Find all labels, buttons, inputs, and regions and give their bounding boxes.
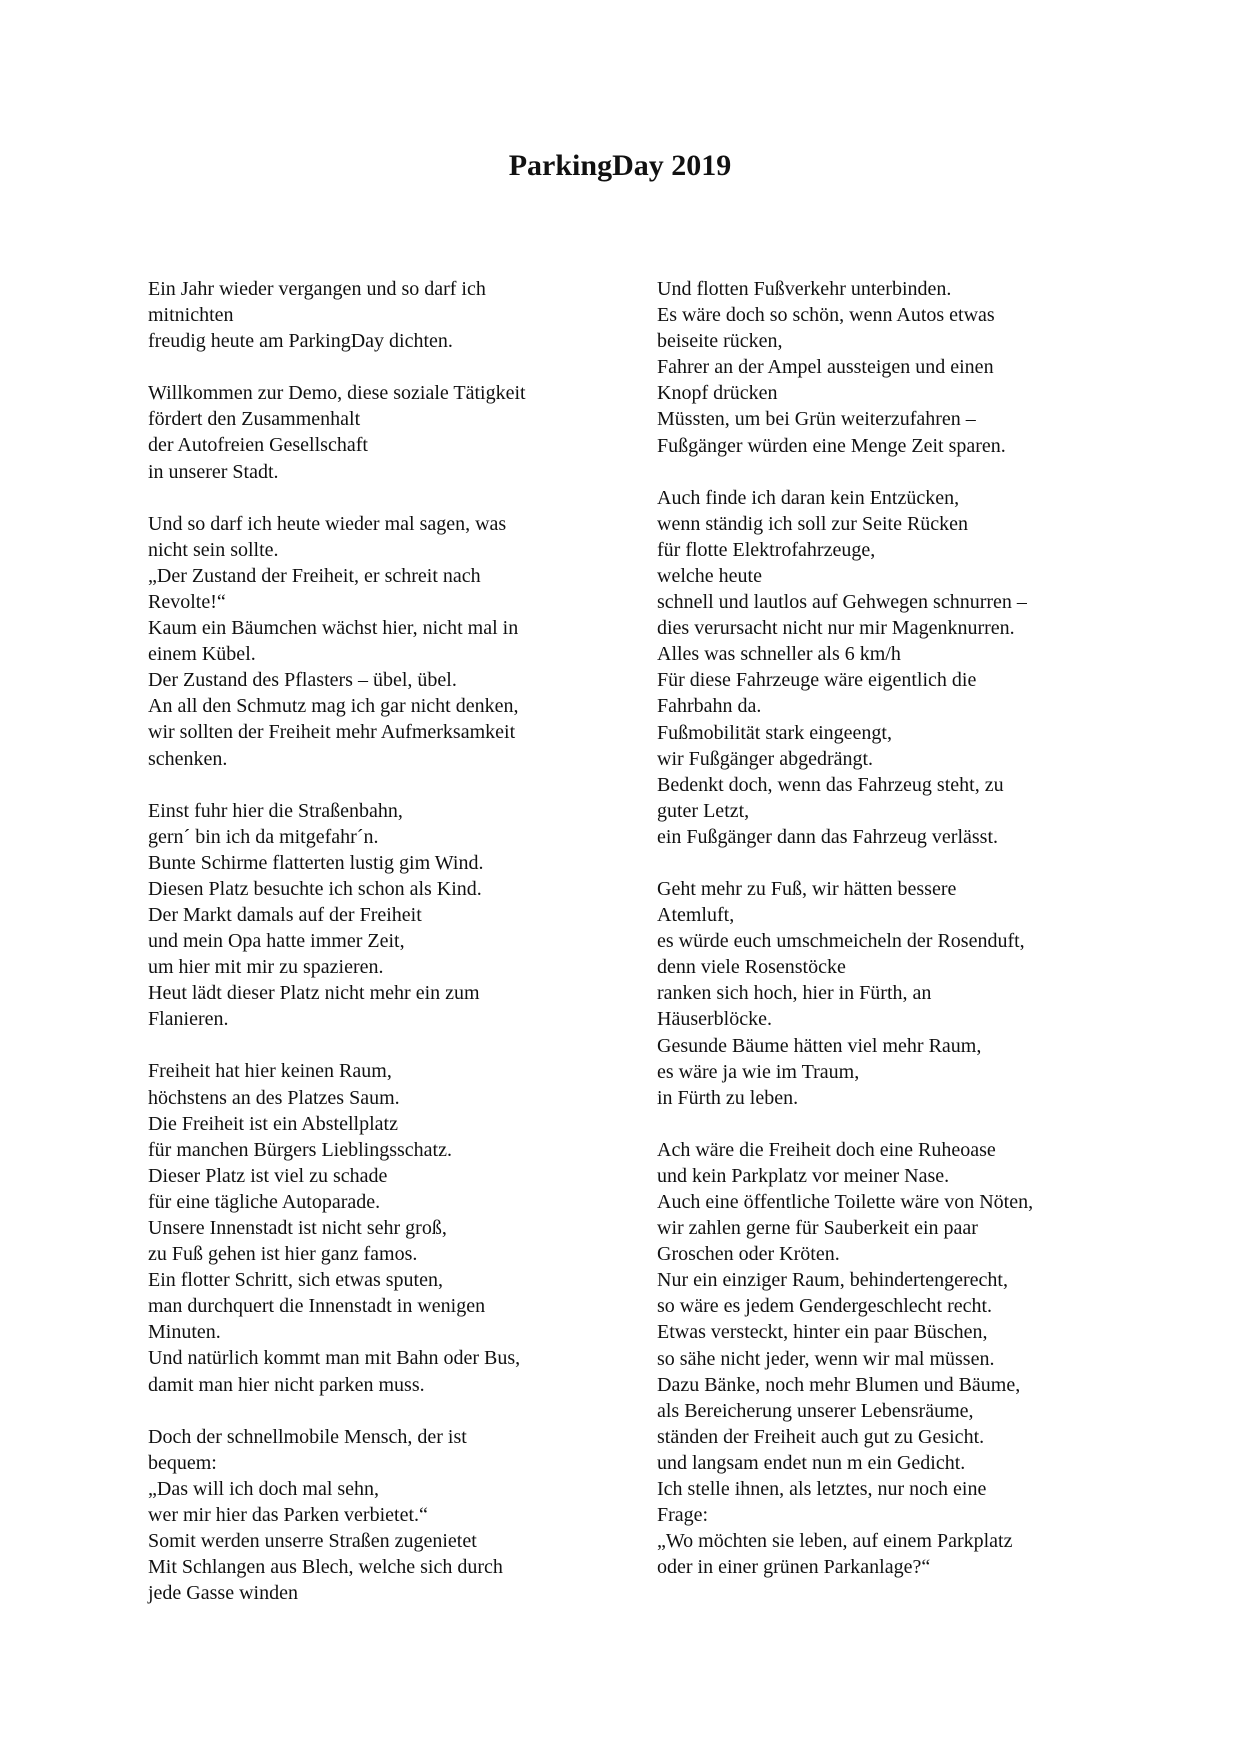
poem-line: und langsam endet nun m ein Gedicht. (657, 1451, 966, 1474)
poem-line: „Wo möchten sie leben, auf einem Parkplatz (657, 1530, 1013, 1553)
poem-line: Dazu Bänke, noch mehr Blumen und Bäume, (657, 1373, 1021, 1396)
poem-line: jede Gasse winden (148, 1582, 298, 1605)
poem-line: Bunte Schirme flatterten lustig gim Wind. (148, 851, 484, 874)
stanza (657, 876, 1117, 1111)
stanza (657, 485, 1117, 850)
poem-line: wir sollten der Freiheit mehr Aufmerksamkeit (148, 721, 516, 744)
poem-line: es würde euch umschmeicheln der Rosenduft, (657, 930, 1025, 953)
poem-line: für flotte Elektrofahrzeuge, (657, 538, 876, 561)
poem-line: Und so darf ich heute wieder mal sagen, was (148, 512, 507, 535)
poem-line: schnell und lautlos auf Gehwegen schnurren – (657, 591, 1027, 614)
poem-line: bequem: (148, 1451, 217, 1474)
poem-left-column (148, 276, 598, 1632)
poem-line: Geht mehr zu Fuß, wir hätten bessere (657, 877, 957, 900)
poem-line: wir zahlen gerne für Sauberkeit ein paar (657, 1217, 978, 1240)
poem-line: „Der Zustand der Freiheit, er schreit nach (148, 564, 481, 587)
poem-line: Atemluft, (657, 904, 735, 927)
poem-line: Etwas versteckt, hinter ein paar Büschen, (657, 1321, 988, 1344)
poem-line: Dieser Platz ist viel zu schade (148, 1164, 388, 1187)
poem-line: höchstens an des Platzes Saum. (148, 1086, 400, 1109)
stanza (657, 276, 1117, 459)
poem-line: damit man hier nicht parken muss. (148, 1373, 425, 1396)
poem-line: Für diese Fahrzeuge wäre eigentlich die (657, 669, 977, 692)
poem-line: für eine tägliche Autoparade. (148, 1190, 381, 1213)
poem-line: mitnichten (148, 304, 234, 327)
stanza (148, 276, 598, 354)
poem-line: Heut lädt dieser Platz nicht mehr ein zum (148, 982, 480, 1005)
poem-line: wenn ständig ich soll zur Seite Rücken (657, 512, 969, 535)
poem-line: Auch finde ich daran kein Entzücken, (657, 486, 960, 509)
poem-line: nicht sein sollte. (148, 538, 279, 561)
poem-line: Ich stelle ihnen, als letztes, nur noch eine (657, 1478, 987, 1501)
poem-line: Mit Schlangen aus Blech, welche sich durch (148, 1556, 503, 1579)
poem-line: Nur ein einziger Raum, behindertengerecht, (657, 1269, 1008, 1292)
poem-line: und kein Parkplatz vor meiner Nase. (657, 1164, 950, 1187)
poem-line: schenken. (148, 747, 228, 770)
poem-line: so sähe nicht jeder, wenn wir mal müssen. (657, 1347, 995, 1370)
poem-right-column (657, 276, 1117, 1606)
poem-line: um hier mit mir zu spazieren. (148, 956, 384, 979)
poem-line: für manchen Bürgers Lieblingsschatz. (148, 1138, 452, 1161)
poem-line: Fußgänger würden eine Menge Zeit sparen. (657, 434, 1006, 457)
poem-line: oder in einer grünen Parkanlage?“ (657, 1556, 931, 1579)
poem-line: Groschen oder Kröten. (657, 1243, 840, 1266)
poem-line: Frage: (657, 1504, 709, 1527)
poem-line: Fahrer an der Ampel aussteigen und einen (657, 356, 994, 379)
poem-line: beiseite rücken, (657, 330, 783, 353)
poem-line: An all den Schmutz mag ich gar nicht denken, (148, 695, 519, 718)
poem-line: wer mir hier das Parken verbietet.“ (148, 1503, 428, 1526)
poem-line: Kaum ein Bäumchen wächst hier, nicht mal in (148, 617, 519, 640)
poem-line: einem Kübel. (148, 643, 256, 666)
poem-line: der Autofreien Gesellschaft (148, 434, 368, 457)
poem-line: Willkommen zur Demo, diese soziale Tätigkeit (148, 382, 526, 405)
poem-line: ein Fußgänger dann das Fahrzeug verlässt. (657, 825, 999, 848)
poem-title: ParkingDay 2019 (508, 149, 732, 182)
poem-line: Auch eine öffentliche Toilette wäre von Nöten, (657, 1191, 1034, 1213)
stanza (148, 1424, 598, 1607)
poem-line: Flanieren. (148, 1008, 229, 1031)
poem-line: Häuserblöcke. (657, 1008, 772, 1031)
poem-line: ständen der Freiheit auch gut zu Gesicht. (657, 1425, 985, 1448)
poem-line: und mein Opa hatte immer Zeit, (148, 930, 405, 953)
poem-line: Ein flotter Schritt, sich etwas sputen, (148, 1269, 443, 1292)
poem-line: zu Fuß gehen ist hier ganz famos. (148, 1243, 418, 1266)
poem-line: Unsere Innenstadt ist nicht sehr groß, (148, 1217, 447, 1239)
poem-line: Fußmobilität stark eingeengt, (657, 721, 892, 744)
poem-line: guter Letzt, (657, 799, 750, 822)
poem-line: in Fürth zu leben. (657, 1086, 799, 1109)
poem-line: Alles was schneller als 6 km/h (657, 643, 901, 666)
poem-line: Und flotten Fußverkehr unterbinden. (657, 278, 952, 300)
poem-line: es wäre ja wie im Traum, (657, 1060, 860, 1083)
poem-line: gern´ bin ich da mitgefahr´n. (148, 825, 379, 848)
poem-line: Diesen Platz besuchte ich schon als Kind. (148, 877, 482, 900)
stanza (148, 380, 598, 484)
poem-line: dies verursacht nicht nur mir Magenknurren. (657, 617, 1015, 640)
poem-line: Freiheit hat hier keinen Raum, (148, 1060, 392, 1083)
poem-line: Doch der schnellmobile Mensch, der ist (148, 1425, 467, 1448)
poem-line: als Bereicherung unserer Lebensräume, (657, 1399, 974, 1422)
poem-line: Revolte!“ (148, 590, 226, 613)
poem-line: man durchquert die Innenstadt in wenigen (148, 1295, 486, 1318)
poem-line: Es wäre doch so schön, wenn Autos etwas (657, 304, 995, 327)
stanza (148, 511, 598, 772)
poem-line: Knopf drücken (657, 382, 778, 405)
poem-line: Somit werden unserre Straßen zugenietet (148, 1530, 477, 1553)
poem-line: welche heute (657, 564, 762, 587)
poem-line: Müssten, um bei Grün weiterzufahren – (657, 408, 976, 431)
poem-line: freudig heute am ParkingDay dichten. (148, 330, 453, 353)
poem-line: Einst fuhr hier die Straßenbahn, (148, 799, 403, 822)
poem-line: Bedenkt doch, wenn das Fahrzeug steht, zu (657, 773, 1004, 796)
poem-line: Ein Jahr wieder vergangen und so darf ich (148, 278, 486, 300)
poem-line: Minuten. (148, 1321, 221, 1344)
poem-line: Der Markt damals auf der Freiheit (148, 903, 422, 926)
poem-line: ranken sich hoch, hier in Fürth, an (657, 982, 932, 1005)
poem-line: denn viele Rosenstöcke (657, 956, 846, 979)
poem-line: fördert den Zusammenhalt (148, 408, 361, 431)
stanza (148, 1058, 598, 1397)
poem-line: Gesunde Bäume hätten viel mehr Raum, (657, 1034, 982, 1057)
stanza (657, 1137, 1117, 1581)
poem-line: Und natürlich kommt man mit Bahn oder Bus, (148, 1347, 521, 1370)
poem-line: Der Zustand des Pflasters – übel, übel. (148, 669, 457, 692)
stanza (148, 798, 598, 1033)
poem-line: in unserer Stadt. (148, 460, 279, 483)
poem-line: Fahrbahn da. (657, 695, 762, 718)
poem-line: Ach wäre die Freiheit doch eine Ruheoase (657, 1138, 996, 1161)
poem-line: „Das will ich doch mal sehn, (148, 1477, 380, 1500)
poem-line: Die Freiheit ist ein Abstellplatz (148, 1112, 398, 1135)
poem-line: wir Fußgänger abgedrängt. (657, 747, 874, 770)
poem-line: so wäre es jedem Gendergeschlecht recht. (657, 1295, 993, 1318)
